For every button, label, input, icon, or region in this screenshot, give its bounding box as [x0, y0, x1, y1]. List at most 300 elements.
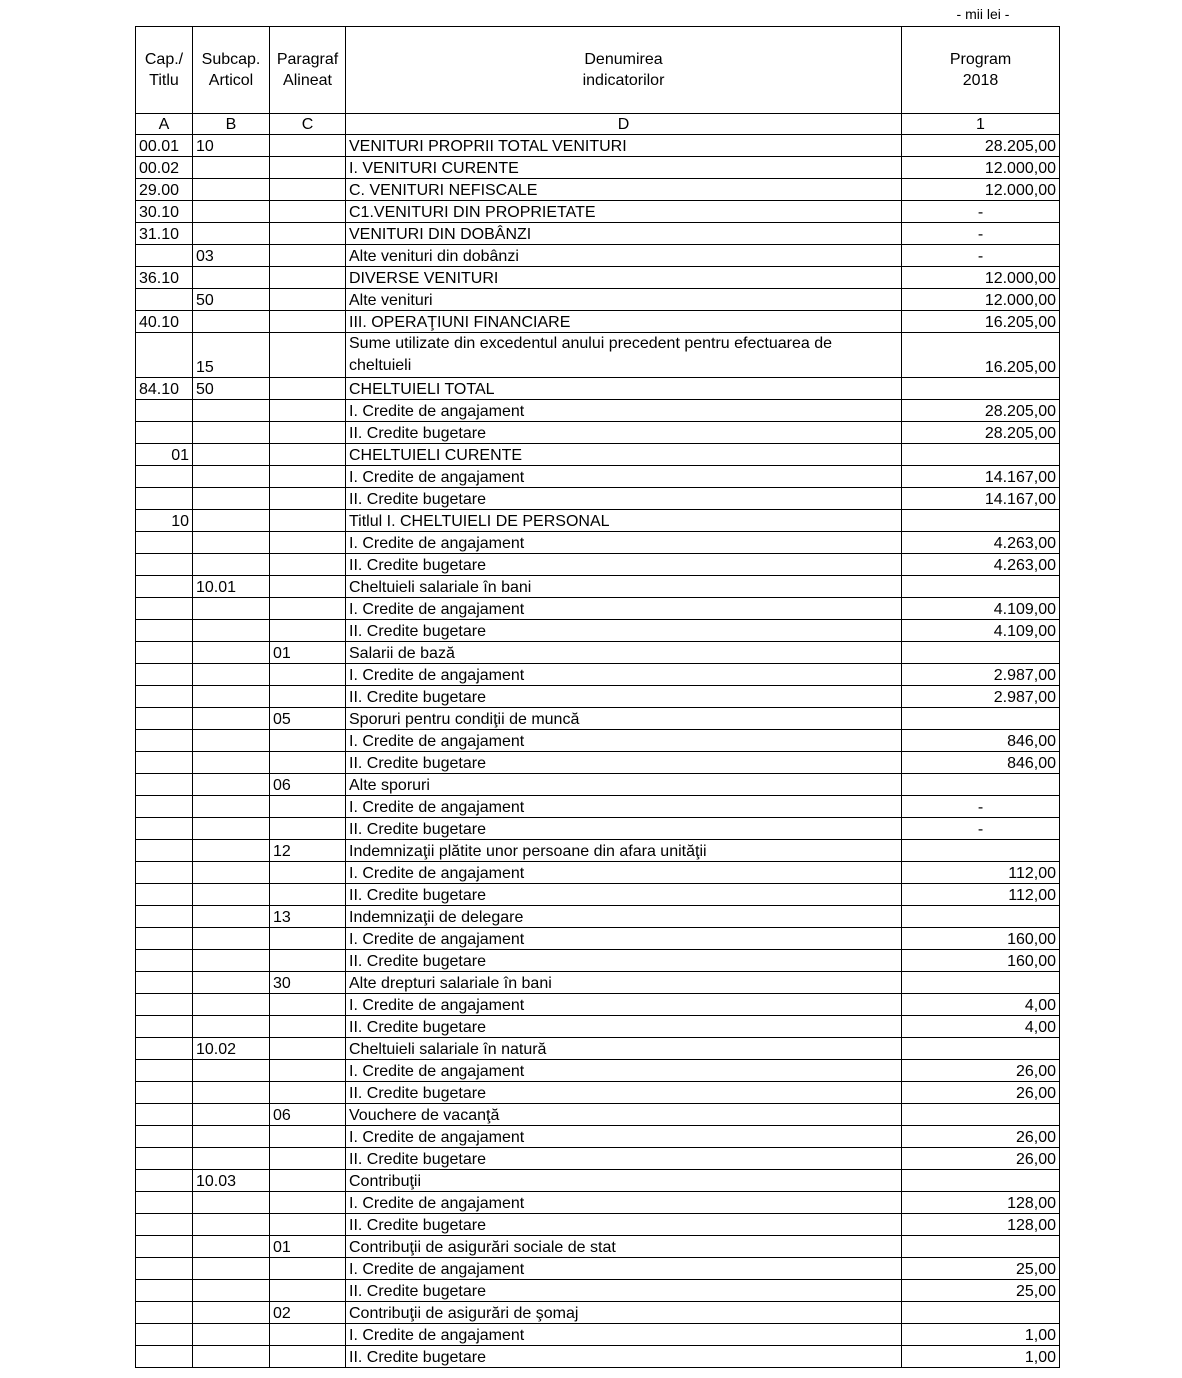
- cell-subcap-articol: 10.03: [193, 1170, 270, 1192]
- table-row: [136, 972, 1060, 994]
- cell-paragraf-alineat: [270, 1258, 346, 1280]
- cell-denumirea: Alte venituri: [346, 289, 902, 311]
- cell-denumirea: C. VENITURI NEFISCALE: [346, 179, 902, 201]
- cell-subcap-articol: [193, 752, 270, 774]
- table-row: [136, 267, 1060, 289]
- cell-denumirea: II. Credite bugetare: [346, 818, 902, 840]
- cell-program-2018: 112,00: [902, 862, 1060, 884]
- cell-program-2018: 25,00: [902, 1280, 1060, 1302]
- cell-program-2018: 160,00: [902, 950, 1060, 972]
- cell-program-2018: 4.263,00: [902, 532, 1060, 554]
- cell-program-2018: 112,00: [902, 884, 1060, 906]
- cell-paragraf-alineat: [270, 1192, 346, 1214]
- letter-c: C: [270, 114, 346, 135]
- cell-paragraf-alineat: [270, 796, 346, 818]
- cell-program-2018: [902, 1302, 1060, 1324]
- cell-denumirea: Indemnizaţii de delegare: [346, 906, 902, 928]
- table-row: [136, 1346, 1060, 1368]
- cell-denumirea: I. Credite de angajament: [346, 466, 902, 488]
- cell-subcap-articol: [193, 1214, 270, 1236]
- cell-paragraf-alineat: [270, 1324, 346, 1346]
- cell-paragraf-alineat: [270, 1016, 346, 1038]
- cell-program-2018: 28.205,00: [902, 400, 1060, 422]
- cell-program-2018: 128,00: [902, 1214, 1060, 1236]
- table-row: [136, 201, 1060, 223]
- header-program: Program 2018: [902, 27, 1060, 114]
- cell-subcap-articol: [193, 1016, 270, 1038]
- cell-cap-titlu: 10: [136, 510, 193, 532]
- cell-program-2018: 128,00: [902, 1192, 1060, 1214]
- cell-subcap-articol: [193, 510, 270, 532]
- cell-cap-titlu: [136, 1192, 193, 1214]
- cell-denumirea: II. Credite bugetare: [346, 1280, 902, 1302]
- cell-denumirea: II. Credite bugetare: [346, 884, 902, 906]
- cell-paragraf-alineat: [270, 333, 346, 378]
- cell-cap-titlu: [136, 642, 193, 664]
- cell-denumirea: II. Credite bugetare: [346, 950, 902, 972]
- table-row: [136, 774, 1060, 796]
- cell-paragraf-alineat: [270, 1038, 346, 1060]
- cell-program-2018: [902, 510, 1060, 532]
- cell-paragraf-alineat: [270, 554, 346, 576]
- cell-program-2018: 12.000,00: [902, 157, 1060, 179]
- cell-program-2018: 4.109,00: [902, 598, 1060, 620]
- cell-cap-titlu: [136, 1280, 193, 1302]
- cell-subcap-articol: [193, 267, 270, 289]
- cell-paragraf-alineat: 06: [270, 774, 346, 796]
- table-row: [136, 1082, 1060, 1104]
- table-row: [136, 642, 1060, 664]
- cell-program-2018: 1,00: [902, 1324, 1060, 1346]
- cell-cap-titlu: [136, 708, 193, 730]
- cell-denumirea: II. Credite bugetare: [346, 422, 902, 444]
- cell-paragraf-alineat: [270, 928, 346, 950]
- cell-paragraf-alineat: 05: [270, 708, 346, 730]
- cell-program-2018: 2.987,00: [902, 664, 1060, 686]
- cell-cap-titlu: [136, 598, 193, 620]
- cell-subcap-articol: [193, 157, 270, 179]
- cell-denumirea: II. Credite bugetare: [346, 554, 902, 576]
- cell-subcap-articol: [193, 884, 270, 906]
- cell-program-2018: [902, 378, 1060, 400]
- cell-denumirea: CHELTUIELI CURENTE: [346, 444, 902, 466]
- cell-subcap-articol: 03: [193, 245, 270, 267]
- table-row: [136, 488, 1060, 510]
- cell-program-2018: 14.167,00: [902, 488, 1060, 510]
- cell-paragraf-alineat: [270, 245, 346, 267]
- cell-program-2018: -: [902, 223, 1060, 245]
- cell-denumirea: II. Credite bugetare: [346, 686, 902, 708]
- cell-program-2018: 846,00: [902, 752, 1060, 774]
- cell-denumirea: Vouchere de vacanţă: [346, 1104, 902, 1126]
- cell-program-2018: 12.000,00: [902, 179, 1060, 201]
- cell-denumirea: I. Credite de angajament: [346, 928, 902, 950]
- cell-program-2018: 28.205,00: [902, 422, 1060, 444]
- cell-paragraf-alineat: [270, 884, 346, 906]
- cell-cap-titlu: [136, 1060, 193, 1082]
- cell-subcap-articol: 50: [193, 289, 270, 311]
- cell-paragraf-alineat: [270, 488, 346, 510]
- cell-program-2018: [902, 1104, 1060, 1126]
- cell-denumirea: Alte venituri din dobânzi: [346, 245, 902, 267]
- table-row: [136, 400, 1060, 422]
- cell-denumirea: Contribuţii de asigurări sociale de stat: [346, 1236, 902, 1258]
- cell-subcap-articol: [193, 201, 270, 223]
- cell-subcap-articol: [193, 664, 270, 686]
- cell-program-2018: 26,00: [902, 1148, 1060, 1170]
- header-row: [136, 27, 1060, 114]
- cell-denumirea: Cheltuieli salariale în bani: [346, 576, 902, 598]
- cell-denumirea: I. Credite de angajament: [346, 796, 902, 818]
- column-letters-row: [136, 114, 1060, 135]
- cell-subcap-articol: [193, 1302, 270, 1324]
- cell-paragraf-alineat: [270, 157, 346, 179]
- cell-paragraf-alineat: [270, 1346, 346, 1368]
- cell-denumirea: I. Credite de angajament: [346, 730, 902, 752]
- cell-cap-titlu: 31.10: [136, 223, 193, 245]
- cell-program-2018: 26,00: [902, 1082, 1060, 1104]
- header-denumirea: Denumirea indicatorilor: [346, 27, 902, 114]
- cell-paragraf-alineat: [270, 576, 346, 598]
- cell-cap-titlu: [136, 333, 193, 378]
- cell-subcap-articol: [193, 422, 270, 444]
- cell-cap-titlu: [136, 532, 193, 554]
- cell-denumirea: Sume utilizate din excedentul anului precedent pentru efectuarea de cheltuieli: [346, 333, 902, 378]
- cell-program-2018: 16.205,00: [902, 311, 1060, 333]
- cell-paragraf-alineat: [270, 422, 346, 444]
- cell-cap-titlu: [136, 1302, 193, 1324]
- cell-program-2018: 25,00: [902, 1258, 1060, 1280]
- cell-denumirea: Salarii de bază: [346, 642, 902, 664]
- budget-table: [135, 26, 1060, 1368]
- cell-program-2018: 26,00: [902, 1060, 1060, 1082]
- cell-cap-titlu: [136, 950, 193, 972]
- cell-program-2018: [902, 972, 1060, 994]
- cell-cap-titlu: [136, 1258, 193, 1280]
- header-subcap-articol: Subcap. Articol: [193, 27, 270, 114]
- table-row: [136, 532, 1060, 554]
- cell-denumirea: I. Credite de angajament: [346, 862, 902, 884]
- table-row: [136, 928, 1060, 950]
- letter-a: A: [136, 114, 193, 135]
- cell-denumirea: I. Credite de angajament: [346, 1192, 902, 1214]
- cell-paragraf-alineat: [270, 466, 346, 488]
- cell-subcap-articol: [193, 796, 270, 818]
- cell-denumirea: Sporuri pentru condiţii de muncă: [346, 708, 902, 730]
- cell-denumirea: I. Credite de angajament: [346, 1126, 902, 1148]
- cell-program-2018: 4.109,00: [902, 620, 1060, 642]
- cell-paragraf-alineat: [270, 311, 346, 333]
- cell-paragraf-alineat: [270, 223, 346, 245]
- cell-paragraf-alineat: [270, 201, 346, 223]
- cell-program-2018: [902, 1038, 1060, 1060]
- table-row: [136, 223, 1060, 245]
- cell-subcap-articol: [193, 972, 270, 994]
- cell-denumirea: II. Credite bugetare: [346, 1214, 902, 1236]
- cell-cap-titlu: [136, 818, 193, 840]
- cell-subcap-articol: [193, 620, 270, 642]
- cell-cap-titlu: [136, 620, 193, 642]
- cell-cap-titlu: [136, 1148, 193, 1170]
- cell-cap-titlu: [136, 928, 193, 950]
- cell-program-2018: [902, 444, 1060, 466]
- table-row: [136, 1126, 1060, 1148]
- cell-cap-titlu: [136, 422, 193, 444]
- cell-denumirea: VENITURI DIN DOBÂNZI: [346, 223, 902, 245]
- cell-paragraf-alineat: [270, 1280, 346, 1302]
- cell-paragraf-alineat: 13: [270, 906, 346, 928]
- letter-b: B: [193, 114, 270, 135]
- cell-denumirea: Titlul I. CHELTUIELI DE PERSONAL: [346, 510, 902, 532]
- header-cap-titlu: Cap./ Titlu: [136, 27, 193, 114]
- cell-cap-titlu: [136, 686, 193, 708]
- header-paragraf-alineat: Paragraf Alineat: [270, 27, 346, 114]
- cell-program-2018: 4.263,00: [902, 554, 1060, 576]
- cell-denumirea: I. Credite de angajament: [346, 994, 902, 1016]
- cell-denumirea: I. Credite de angajament: [346, 1324, 902, 1346]
- cell-cap-titlu: 01: [136, 444, 193, 466]
- cell-cap-titlu: [136, 774, 193, 796]
- cell-denumirea: CHELTUIELI TOTAL: [346, 378, 902, 400]
- cell-subcap-articol: [193, 730, 270, 752]
- cell-subcap-articol: [193, 444, 270, 466]
- cell-program-2018: 4,00: [902, 994, 1060, 1016]
- cell-subcap-articol: [193, 994, 270, 1016]
- cell-subcap-articol: [193, 950, 270, 972]
- table-row: [136, 576, 1060, 598]
- cell-paragraf-alineat: [270, 179, 346, 201]
- table-row: [136, 620, 1060, 642]
- cell-cap-titlu: [136, 400, 193, 422]
- cell-cap-titlu: [136, 1126, 193, 1148]
- cell-denumirea: I. Credite de angajament: [346, 400, 902, 422]
- cell-program-2018: 12.000,00: [902, 289, 1060, 311]
- table-row: [136, 311, 1060, 333]
- cell-subcap-articol: [193, 400, 270, 422]
- cell-cap-titlu: [136, 840, 193, 862]
- table-row: [136, 466, 1060, 488]
- table-row: [136, 422, 1060, 444]
- cell-subcap-articol: [193, 1104, 270, 1126]
- cell-denumirea: Alte drepturi salariale în bani: [346, 972, 902, 994]
- table-row: [136, 796, 1060, 818]
- cell-cap-titlu: 40.10: [136, 311, 193, 333]
- cell-paragraf-alineat: 12: [270, 840, 346, 862]
- cell-paragraf-alineat: [270, 267, 346, 289]
- cell-program-2018: 1,00: [902, 1346, 1060, 1368]
- cell-denumirea: III. OPERAŢIUNI FINANCIARE: [346, 311, 902, 333]
- cell-cap-titlu: [136, 1104, 193, 1126]
- cell-cap-titlu: 84.10: [136, 378, 193, 400]
- table-row: [136, 554, 1060, 576]
- cell-denumirea: DIVERSE VENITURI: [346, 267, 902, 289]
- cell-subcap-articol: [193, 1082, 270, 1104]
- cell-cap-titlu: [136, 796, 193, 818]
- cell-cap-titlu: [136, 554, 193, 576]
- cell-subcap-articol: [193, 906, 270, 928]
- cell-denumirea: I. Credite de angajament: [346, 664, 902, 686]
- table-row: [136, 1214, 1060, 1236]
- cell-paragraf-alineat: [270, 289, 346, 311]
- table-row: [136, 378, 1060, 400]
- table-row: [136, 708, 1060, 730]
- cell-subcap-articol: [193, 466, 270, 488]
- table-row: [136, 862, 1060, 884]
- cell-denumirea: II. Credite bugetare: [346, 1016, 902, 1038]
- cell-paragraf-alineat: [270, 730, 346, 752]
- cell-paragraf-alineat: [270, 1170, 346, 1192]
- cell-subcap-articol: [193, 862, 270, 884]
- cell-subcap-articol: [193, 554, 270, 576]
- table-row: [136, 179, 1060, 201]
- cell-cap-titlu: [136, 576, 193, 598]
- cell-paragraf-alineat: [270, 1060, 346, 1082]
- cell-cap-titlu: [136, 1324, 193, 1346]
- cell-denumirea: II. Credite bugetare: [346, 1082, 902, 1104]
- cell-program-2018: 16.205,00: [902, 333, 1060, 378]
- cell-subcap-articol: [193, 642, 270, 664]
- table-row: [136, 840, 1060, 862]
- cell-program-2018: [902, 906, 1060, 928]
- cell-subcap-articol: [193, 774, 270, 796]
- table-row: [136, 1302, 1060, 1324]
- table-row: [136, 686, 1060, 708]
- cell-denumirea: VENITURI PROPRII TOTAL VENITURI: [346, 135, 902, 157]
- cell-cap-titlu: [136, 245, 193, 267]
- cell-program-2018: [902, 576, 1060, 598]
- cell-denumirea: II. Credite bugetare: [346, 1346, 902, 1368]
- cell-cap-titlu: [136, 664, 193, 686]
- cell-paragraf-alineat: [270, 378, 346, 400]
- cell-subcap-articol: [193, 1236, 270, 1258]
- cell-subcap-articol: [193, 818, 270, 840]
- cell-program-2018: -: [902, 245, 1060, 267]
- cell-denumirea: I. Credite de angajament: [346, 532, 902, 554]
- cell-program-2018: 2.987,00: [902, 686, 1060, 708]
- cell-denumirea: II. Credite bugetare: [346, 620, 902, 642]
- table-row: [136, 1236, 1060, 1258]
- cell-denumirea: C1.VENITURI DIN PROPRIETATE: [346, 201, 902, 223]
- cell-paragraf-alineat: 06: [270, 1104, 346, 1126]
- cell-denumirea: Contribuţii: [346, 1170, 902, 1192]
- cell-cap-titlu: [136, 488, 193, 510]
- cell-paragraf-alineat: [270, 1126, 346, 1148]
- table-row: [136, 510, 1060, 532]
- cell-denumirea: I. VENITURI CURENTE: [346, 157, 902, 179]
- cell-subcap-articol: [193, 1126, 270, 1148]
- cell-cap-titlu: [136, 730, 193, 752]
- table-row: [136, 598, 1060, 620]
- cell-cap-titlu: [136, 1236, 193, 1258]
- cell-subcap-articol: 50: [193, 378, 270, 400]
- cell-subcap-articol: [193, 928, 270, 950]
- cell-cap-titlu: [136, 466, 193, 488]
- table-row: [136, 752, 1060, 774]
- cell-cap-titlu: [136, 289, 193, 311]
- cell-program-2018: -: [902, 201, 1060, 223]
- cell-program-2018: [902, 642, 1060, 664]
- cell-program-2018: 160,00: [902, 928, 1060, 950]
- table-row: [136, 245, 1060, 267]
- cell-subcap-articol: [193, 311, 270, 333]
- cell-cap-titlu: [136, 994, 193, 1016]
- cell-paragraf-alineat: [270, 400, 346, 422]
- cell-cap-titlu: [136, 906, 193, 928]
- cell-paragraf-alineat: [270, 620, 346, 642]
- cell-cap-titlu: [136, 752, 193, 774]
- cell-cap-titlu: 00.01: [136, 135, 193, 157]
- cell-paragraf-alineat: [270, 135, 346, 157]
- cell-paragraf-alineat: 02: [270, 1302, 346, 1324]
- table-row: [136, 906, 1060, 928]
- cell-cap-titlu: [136, 862, 193, 884]
- cell-program-2018: -: [902, 796, 1060, 818]
- cell-denumirea: I. Credite de angajament: [346, 1060, 902, 1082]
- table-row: [136, 950, 1060, 972]
- cell-subcap-articol: 10.02: [193, 1038, 270, 1060]
- cell-paragraf-alineat: 01: [270, 1236, 346, 1258]
- cell-subcap-articol: [193, 532, 270, 554]
- cell-subcap-articol: [193, 223, 270, 245]
- cell-paragraf-alineat: [270, 532, 346, 554]
- cell-program-2018: [902, 1170, 1060, 1192]
- cell-program-2018: 26,00: [902, 1126, 1060, 1148]
- letter-d: D: [346, 114, 902, 135]
- cell-subcap-articol: [193, 1148, 270, 1170]
- cell-paragraf-alineat: 01: [270, 642, 346, 664]
- table-row: [136, 135, 1060, 157]
- cell-cap-titlu: [136, 1214, 193, 1236]
- cell-program-2018: 14.167,00: [902, 466, 1060, 488]
- cell-subcap-articol: [193, 1060, 270, 1082]
- cell-program-2018: [902, 708, 1060, 730]
- cell-denumirea: I. Credite de angajament: [346, 1258, 902, 1280]
- cell-cap-titlu: [136, 1038, 193, 1060]
- cell-paragraf-alineat: [270, 664, 346, 686]
- cell-subcap-articol: [193, 1324, 270, 1346]
- cell-cap-titlu: [136, 1170, 193, 1192]
- cell-cap-titlu: [136, 1082, 193, 1104]
- cell-program-2018: 12.000,00: [902, 267, 1060, 289]
- table-row: [136, 1148, 1060, 1170]
- table-row: [136, 730, 1060, 752]
- cell-denumirea: I. Credite de angajament: [346, 598, 902, 620]
- cell-subcap-articol: 15: [193, 333, 270, 378]
- cell-paragraf-alineat: [270, 510, 346, 532]
- table-row: [136, 1258, 1060, 1280]
- cell-cap-titlu: [136, 1016, 193, 1038]
- cell-denumirea: Alte sporuri: [346, 774, 902, 796]
- cell-paragraf-alineat: [270, 752, 346, 774]
- table-row: [136, 444, 1060, 466]
- cell-subcap-articol: [193, 1258, 270, 1280]
- cell-denumirea: II. Credite bugetare: [346, 752, 902, 774]
- table-row: [136, 1280, 1060, 1302]
- cell-paragraf-alineat: 30: [270, 972, 346, 994]
- cell-program-2018: [902, 1236, 1060, 1258]
- table-row: [136, 1038, 1060, 1060]
- cell-program-2018: 4,00: [902, 1016, 1060, 1038]
- cell-subcap-articol: [193, 1192, 270, 1214]
- cell-program-2018: -: [902, 818, 1060, 840]
- cell-program-2018: 28.205,00: [902, 135, 1060, 157]
- cell-denumirea: Contribuţii de asigurări de şomaj: [346, 1302, 902, 1324]
- table-row: [136, 1060, 1060, 1082]
- cell-subcap-articol: 10.01: [193, 576, 270, 598]
- table-row: [136, 1016, 1060, 1038]
- table-row: [136, 1104, 1060, 1126]
- cell-cap-titlu: 36.10: [136, 267, 193, 289]
